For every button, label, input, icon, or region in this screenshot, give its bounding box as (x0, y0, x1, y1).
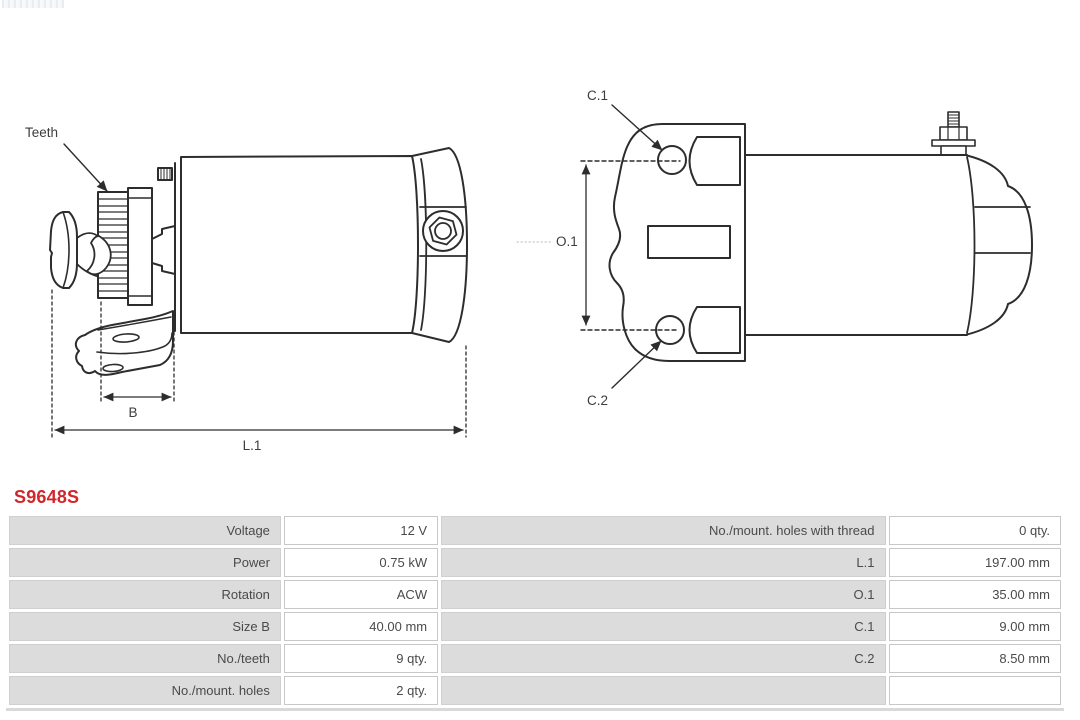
mounting-bracket (76, 311, 173, 375)
spec-value-cell: 12 V (284, 516, 438, 545)
spec-row (9, 644, 1061, 673)
dimension-b-label: B (128, 405, 138, 420)
spec-label-cell: L.1 (441, 548, 885, 577)
spec-table-wrapper (6, 513, 1064, 711)
spec-value-cell (889, 676, 1062, 705)
dimension-o1-label: O.1 (556, 234, 578, 249)
spec-label-cell: Size B (9, 612, 281, 641)
spec-value-cell: 40.00 mm (284, 612, 438, 641)
spec-value-cell: 8.50 mm (889, 644, 1062, 673)
spec-value-cell: 0 qty. (889, 516, 1062, 545)
mounting-stud-top (158, 168, 172, 180)
spec-label-cell: Rotation (9, 580, 281, 609)
spec-row (9, 516, 1061, 545)
flange-center-window (648, 226, 730, 258)
part-number: S9648S (14, 487, 80, 507)
spec-value-cell: 2 qty. (284, 676, 438, 705)
spec-label-cell: No./mount. holes (9, 676, 281, 705)
spec-label-cell: C.1 (441, 612, 885, 641)
spec-value-cell: 197.00 mm (889, 548, 1062, 577)
spec-table (6, 513, 1064, 711)
spec-label-cell: Power (9, 548, 281, 577)
spec-label-cell: O.1 (441, 580, 885, 609)
teeth-label: Teeth (25, 125, 59, 140)
spec-row (9, 548, 1061, 577)
flange-cutout-top (690, 137, 741, 185)
shaft-cone (152, 226, 175, 274)
spec-row (9, 580, 1061, 609)
hex-nut (423, 211, 463, 251)
motor-body-side (745, 155, 975, 335)
gear-collar (128, 188, 152, 305)
spec-value-cell: 0.75 kW (284, 548, 438, 577)
spec-value-cell: 9.00 mm (889, 612, 1062, 641)
spec-row (9, 676, 1061, 705)
spec-value-cell: 35.00 mm (889, 580, 1062, 609)
flange-cutout-bottom (690, 307, 741, 353)
spec-label-cell (441, 676, 885, 705)
spec-label-cell: Voltage (9, 516, 281, 545)
spec-label-cell: No./mount. holes with thread (441, 516, 885, 545)
dimension-l1-label: L.1 (242, 438, 262, 453)
spec-value-cell: 9 qty. (284, 644, 438, 673)
teeth-leader-arrow (64, 144, 107, 191)
spec-row (9, 612, 1061, 641)
spec-value-cell: ACW (284, 580, 438, 609)
terminal-stud (932, 112, 975, 155)
spec-label-cell: C.2 (441, 644, 885, 673)
hole-c2-label: C.2 (587, 393, 609, 408)
technical-drawing-side-view (25, 125, 467, 453)
drive-cap (50, 212, 77, 288)
spec-label-cell: No./teeth (9, 644, 281, 673)
technical-drawing-end-view (517, 88, 1032, 408)
hole-c1-label: C.1 (587, 88, 609, 103)
